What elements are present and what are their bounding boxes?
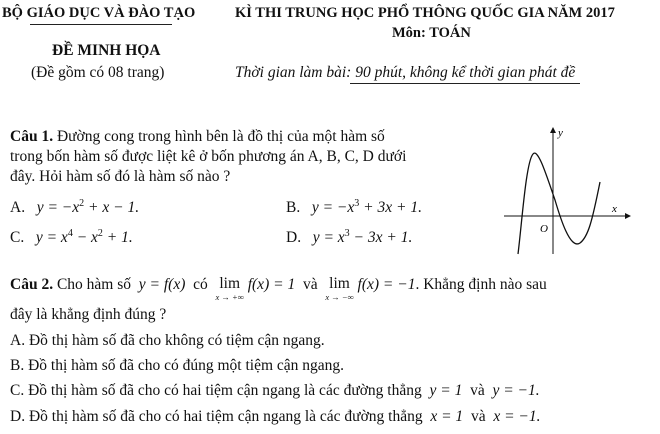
q2-option-b[interactable]: B. Đồ thị hàm số đã cho có đúng một tiệm cận ngang.: [10, 357, 345, 374]
q2-label: Câu 2.: [10, 276, 54, 293]
q1-text-line3: đây. Hỏi hàm số đó là hàm số nào ?: [10, 168, 231, 185]
q2-line2: đây là khẳng định đúng ?: [10, 306, 167, 323]
pages-note: (Đề gồm có 08 trang): [31, 64, 165, 81]
time-underline: [350, 83, 580, 84]
q1-line1: [10, 128, 385, 146]
q2-option-c[interactable]: C. Đồ thị hàm số đã cho có hai tiệm cận ngang là các đường thẳng y = 1 và y = −1.: [10, 382, 540, 399]
q1-cubic-graph: [500, 122, 655, 257]
q1-text-line2: trong bốn hàm số được liệt kê ở bốn phương án A, B, C, D dưới: [10, 148, 407, 165]
x-label: x: [612, 203, 617, 215]
exam-type: ĐỀ MINH HỌA: [52, 42, 161, 59]
ministry-underline: [30, 24, 172, 25]
ministry-name: BỘ GIÁO DỤC VÀ ĐÀO TẠO: [2, 5, 196, 21]
limit-minus-infinity: lim x → −∞: [325, 275, 354, 302]
y-label: y: [558, 127, 563, 139]
curve: [518, 153, 600, 254]
q1-option-b[interactable]: B. $y = -x^3 + 3x + 1$.: [286, 198, 422, 216]
q1-option-c[interactable]: C. $y = x^4 - x^2 + 1$.: [10, 228, 133, 246]
q2-line1: Câu 2. Cho hàm số y = f(x) có lim x → +∞ f(x) = 1 và lim x → −∞ f(x) = −1. Khẳng định nào sau: [10, 275, 547, 302]
q1-text-line1: Đường cong trong hình bên là đồ thị của một hàm số: [56, 128, 385, 145]
q1-option-a[interactable]: A. $y = -x^2 + x - 1$.: [10, 198, 140, 216]
exam-title: KÌ THI TRUNG HỌC PHỔ THÔNG QUỐC GIA NĂM 2017: [235, 5, 615, 21]
q1-label: Câu 1.: [10, 128, 54, 145]
time-note: Thời gian làm bài: 90 phút, không kể thời gian phát đề: [235, 64, 576, 81]
limit-plus-infinity: lim x → +∞: [215, 275, 244, 302]
origin-label: O: [540, 223, 548, 235]
q2-option-d[interactable]: D. Đồ thị hàm số đã cho có hai tiệm cận ngang là các đường thẳng x = 1 và x = −1.: [10, 408, 541, 425]
q1-option-d[interactable]: D. $y = x^3 - 3x + 1$.: [286, 228, 413, 246]
subject: Môn: TOÁN: [392, 25, 471, 41]
q2-option-a[interactable]: A. Đồ thị hàm số đã cho không có tiệm cận ngang.: [10, 332, 325, 349]
